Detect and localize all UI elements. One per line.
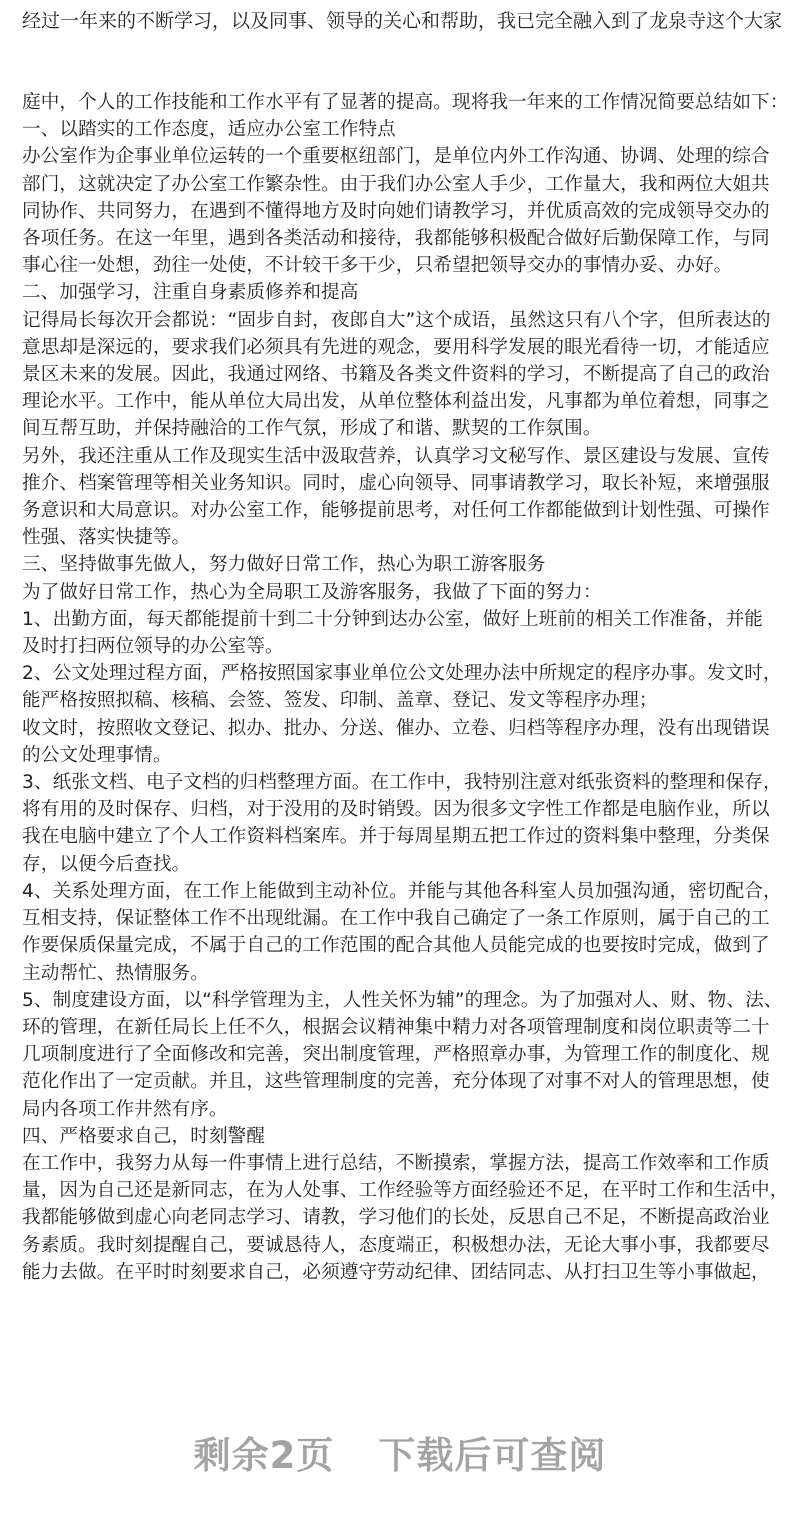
document-line: 性强、落实快捷等。	[22, 527, 191, 549]
document-line: 四、严格要求自己，时刻警醒	[22, 1125, 266, 1147]
document-line: 二、加强学习，注重自身素质修养和提高	[22, 282, 359, 304]
document-line: 事心往一处想，劲往一处使，不计较干多干少，只希望把领导交办的事情办妥、办好。	[22, 255, 733, 277]
document-line: 意思却是深远的，要求我们必须具有先进的观念，要用科学发展的眼光看待一切，才能适应	[22, 336, 770, 358]
document-line: 作要保质保量完成，不属于自己的工作范围的配合其他人员能完成的也要按时完成，做到了	[22, 935, 770, 957]
document-line: 几项制度进行了全面修改和完善，突出制度管理，严格照章办事，为管理工作的制度化、规	[22, 1044, 770, 1066]
document-line: 范化作出了一定贡献。并且，这些管理制度的完善，充分体现了对事不对人的管理思想，使	[22, 1071, 770, 1093]
document-line: 在工作中，我努力从每一件事情上进行总结，不断摸索，掌握方法，提高工作效率和工作质	[22, 1152, 770, 1174]
document-line: 务意识和大局意识。对办公室工作，能够提前思考，对任何工作都能做到计划性强、可操作	[22, 500, 770, 522]
document-line: 办公室作为企事业单位运转的一个重要枢纽部门，是单位内外工作沟通、协调、处理的综合	[22, 146, 770, 168]
document-line: 记得局长每次开会都说：“固步自封，夜郎自大”这个成语，虽然这只有八个字，但所表达的	[22, 309, 771, 331]
document-line: 4、关系处理方面，在工作上能做到主动补位。并能与其他各科室人员加强沟通，密切配合，	[22, 880, 782, 902]
document-body	[22, 89, 792, 1286]
document-line: 同协作、共同努力，在遇到不懂得地方及时向她们请教学习，并优质高效的完成领导交办的	[22, 200, 770, 222]
document-line: 庭中，个人的工作技能和工作水平有了显著的提高。现将我一年来的工作情况简要总结如下：	[22, 92, 789, 113]
document-line: 一、以踏实的工作态度，适应办公室工作特点	[22, 119, 396, 141]
document-line: 量，因为自己还是新同志，在为人处事、工作经验等方面经验还不足，在平时工作和生活中，	[22, 1180, 789, 1202]
document-line: 理论水平。工作中，能从单位大局出发，从单位整体利益出发，凡事都为单位着想，同事之	[22, 391, 770, 413]
document-line: 经过一年来的不断学习，以及同事、领导的关心和帮助，我已完全融入到了龙泉寺这个大家	[22, 10, 783, 32]
download-prompt[interactable]	[0, 1425, 800, 1479]
document-line: 间互帮互助，并保持融洽的工作气氛，形成了和谐、默契的工作氛围。	[22, 418, 602, 440]
document-line: 及时打扫两位领导的办公室等。	[22, 636, 284, 658]
document-line: 推介、档案管理等相关业务知识。同时，虚心向领导、同事请教学习，取长补短，来增强服	[22, 472, 770, 494]
remaining-pages-text: 剩余2页	[193, 1434, 335, 1477]
document-line: 三、坚持做事先做人，努力做好日常工作，热心为职工游客服务	[22, 554, 546, 576]
document-line: 2、公文处理过程方面，严格按照国家事业单位公文处理办法中所规定的程序办事。发文时，	[22, 663, 782, 685]
document-line: 部门，这就决定了办公室工作繁杂性。由于我们办公室人手少，工作量大，我和两位大姐共	[22, 173, 770, 195]
document-line: 5、制度建设方面，以“科学管理为主，人性关怀为辅”的理念。为了加强对人、财、物、法、	[22, 989, 783, 1011]
document-line: 能严格按照拟稿、核稿、会签、签发、印制、盖章、登记、发文等程序办理；	[22, 690, 658, 712]
document-line: 收文时，按照收文登记、拟办、批办、分送、催办、立卷、归档等程序办理，没有出现错误	[22, 717, 770, 739]
document-line: 各项任务。在这一年里，遇到各类活动和接待，我都能够积极配合做好后勤保障工作，与同	[22, 228, 770, 250]
document-line: 能力去做。在平时时刻要求自己，必须遵守劳动纪律、团结同志、从打扫卫生等小事做起，	[22, 1261, 770, 1283]
document-line: 我在电脑中建立了个人工作资料档案库。并于每周星期五把工作过的资料集中整理，分类保	[22, 826, 770, 848]
document-line: 互相支持，保证整体工作不出现纰漏。在工作中我自己确定了一条工作原则，属于自己的工	[22, 908, 770, 930]
document-line: 存，以便今后查找。	[22, 853, 191, 875]
document-line: 的公文处理事情。	[22, 744, 172, 766]
download-to-view-text: 下载后可查阅	[378, 1434, 607, 1477]
document-line: 另外，我还注重从工作及现实生活中汲取营养，认真学习文秘写作、景区建设与发展、宣传	[22, 445, 770, 467]
document-line: 我都能够做到虚心向老同志学习、请教，学习他们的长处，反思自己不足，不断提高政治业	[22, 1207, 770, 1229]
document-line: 景区未来的发展。因此，我通过网络、书籍及各类文件资料的学习，不断提高了自己的政治	[22, 364, 770, 386]
document-line: 务素质。我时刻提醒自己，要诚恳待人，态度端正，积极想办法，无论大事小事，我都要尽	[22, 1234, 770, 1256]
document-line: 主动帮忙、热情服务。	[22, 962, 209, 984]
document-line: 局内各项工作井然有序。	[22, 1098, 228, 1120]
document-line: 将有用的及时保存、归档，对于没用的及时销毁。因为很多文字性工作都是电脑作业，所以	[22, 799, 770, 821]
document-line: 3、纸张文档、电子文档的归档整理方面。在工作中，我特别注意对纸张资料的整理和保存，	[22, 772, 782, 794]
document-line: 为了做好日常工作，热心为全局职工及游客服务，我做了下面的努力：	[22, 581, 602, 603]
document-line: 环的管理，在新任局长上任不久，根据会议精神集中精力对各项管理制度和岗位职责等二十	[22, 1016, 770, 1038]
document-line: 1、出勤方面，每天都能提前十到二十分钟到达办公室，做好上班前的相关工作准备，并能	[22, 608, 763, 630]
